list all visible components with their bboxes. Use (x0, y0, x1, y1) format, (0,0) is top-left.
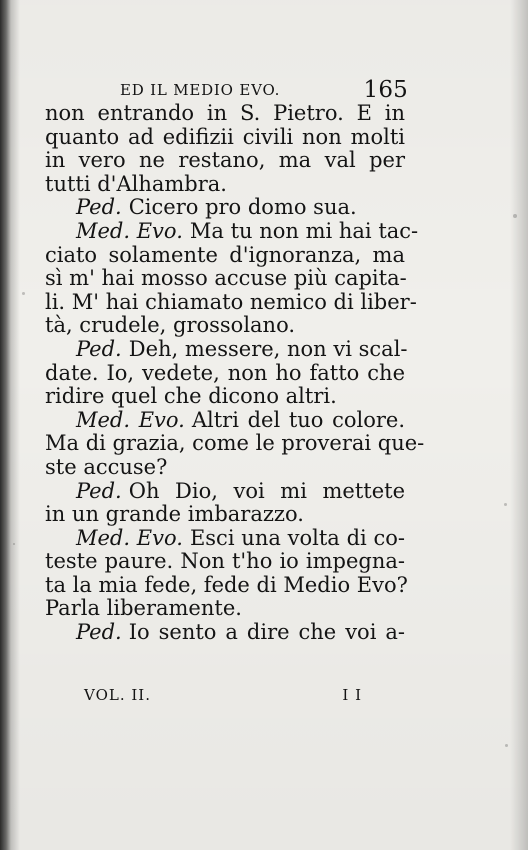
text-line (45, 503, 405, 527)
text-line (45, 289, 417, 315)
signature-mark: I I (342, 686, 362, 704)
line-text: teste paure. Non t'ho io impegna- (45, 549, 405, 574)
line-text: quanto ad edifizii civili non molti (45, 124, 405, 149)
text-line (45, 244, 405, 268)
page-number: 165 (363, 77, 408, 103)
dialogue-text (45, 101, 425, 645)
line-text: Ma di grazia, come le proverai que- (45, 431, 425, 456)
page-header (120, 77, 408, 103)
text-line (45, 102, 405, 126)
text-line (45, 572, 408, 598)
speaker-label: Ped. (76, 336, 122, 361)
text-line (45, 621, 405, 645)
ink-speck (22, 292, 25, 295)
line-text: Altri del tuo colore. (191, 407, 406, 432)
text-line (45, 314, 405, 338)
line-text: in vero ne restano, ma val per (45, 148, 405, 173)
line-text: in un grande imbarazzo. (45, 502, 304, 527)
text-line (45, 480, 405, 504)
text-line (45, 149, 405, 173)
text-line (45, 126, 405, 150)
text-line (45, 527, 405, 551)
line-text: Io sento a dire che voi a- (128, 620, 405, 645)
line-text: date. Io, vedete, non ho fatto che (45, 360, 405, 385)
line-text: Cicero pro domo sua. (128, 195, 357, 220)
line-text: Parla liberamente. (45, 596, 242, 621)
line-text: non entrando in S. Pietro. E in (45, 101, 405, 125)
line-text: ciato solamente d'ignoranza, ma (45, 242, 405, 267)
line-text: Ma tu non mi hai tac- (189, 218, 419, 243)
text-line (45, 456, 405, 480)
running-head: ED IL MEDIO EVO. (120, 81, 281, 99)
text-line (45, 362, 405, 386)
speaker-label: Ped. (76, 620, 122, 645)
ink-speck (504, 503, 507, 506)
ink-speck (505, 744, 508, 747)
line-text: tà, crudele, grossolano. (45, 313, 296, 338)
line-text: Esci una volta di co- (189, 525, 405, 550)
speaker-label: Med. Evo. (76, 218, 183, 243)
line-text: li. M' hai chiamato nemico di liber- (45, 289, 417, 314)
text-line (45, 336, 408, 362)
text-line (45, 218, 419, 244)
line-text: ridire quel che dicono altri. (45, 384, 337, 409)
text-line (45, 173, 405, 197)
speaker-label: Med. Evo. (76, 407, 185, 432)
line-text: ste accuse? (45, 454, 168, 479)
page-edge-shadow (510, 0, 528, 850)
text-line (45, 431, 425, 456)
text-line (45, 409, 405, 433)
speaker-label: Ped. (76, 478, 122, 503)
text-line (45, 267, 405, 291)
speaker-label: Med. Evo. (76, 525, 183, 550)
text-line (45, 550, 405, 574)
volume-label: VOL. II. (84, 686, 151, 704)
line-text: Deh, messere, non vi scal- (128, 336, 408, 361)
line-text: tutti d'Alhambra. (45, 171, 227, 196)
text-line (45, 196, 405, 220)
ink-speck (13, 543, 15, 545)
line-text: Oh Dio, voi mi mettete (128, 478, 405, 503)
text-line (45, 597, 405, 621)
ink-speck (513, 214, 517, 218)
speaker-label: Ped. (76, 195, 122, 220)
line-text: sì m' hai mosso accuse più capita- (45, 266, 407, 291)
text-line (45, 385, 405, 409)
line-text: ta la mia fede, fede di Medio Evo? (45, 572, 408, 597)
